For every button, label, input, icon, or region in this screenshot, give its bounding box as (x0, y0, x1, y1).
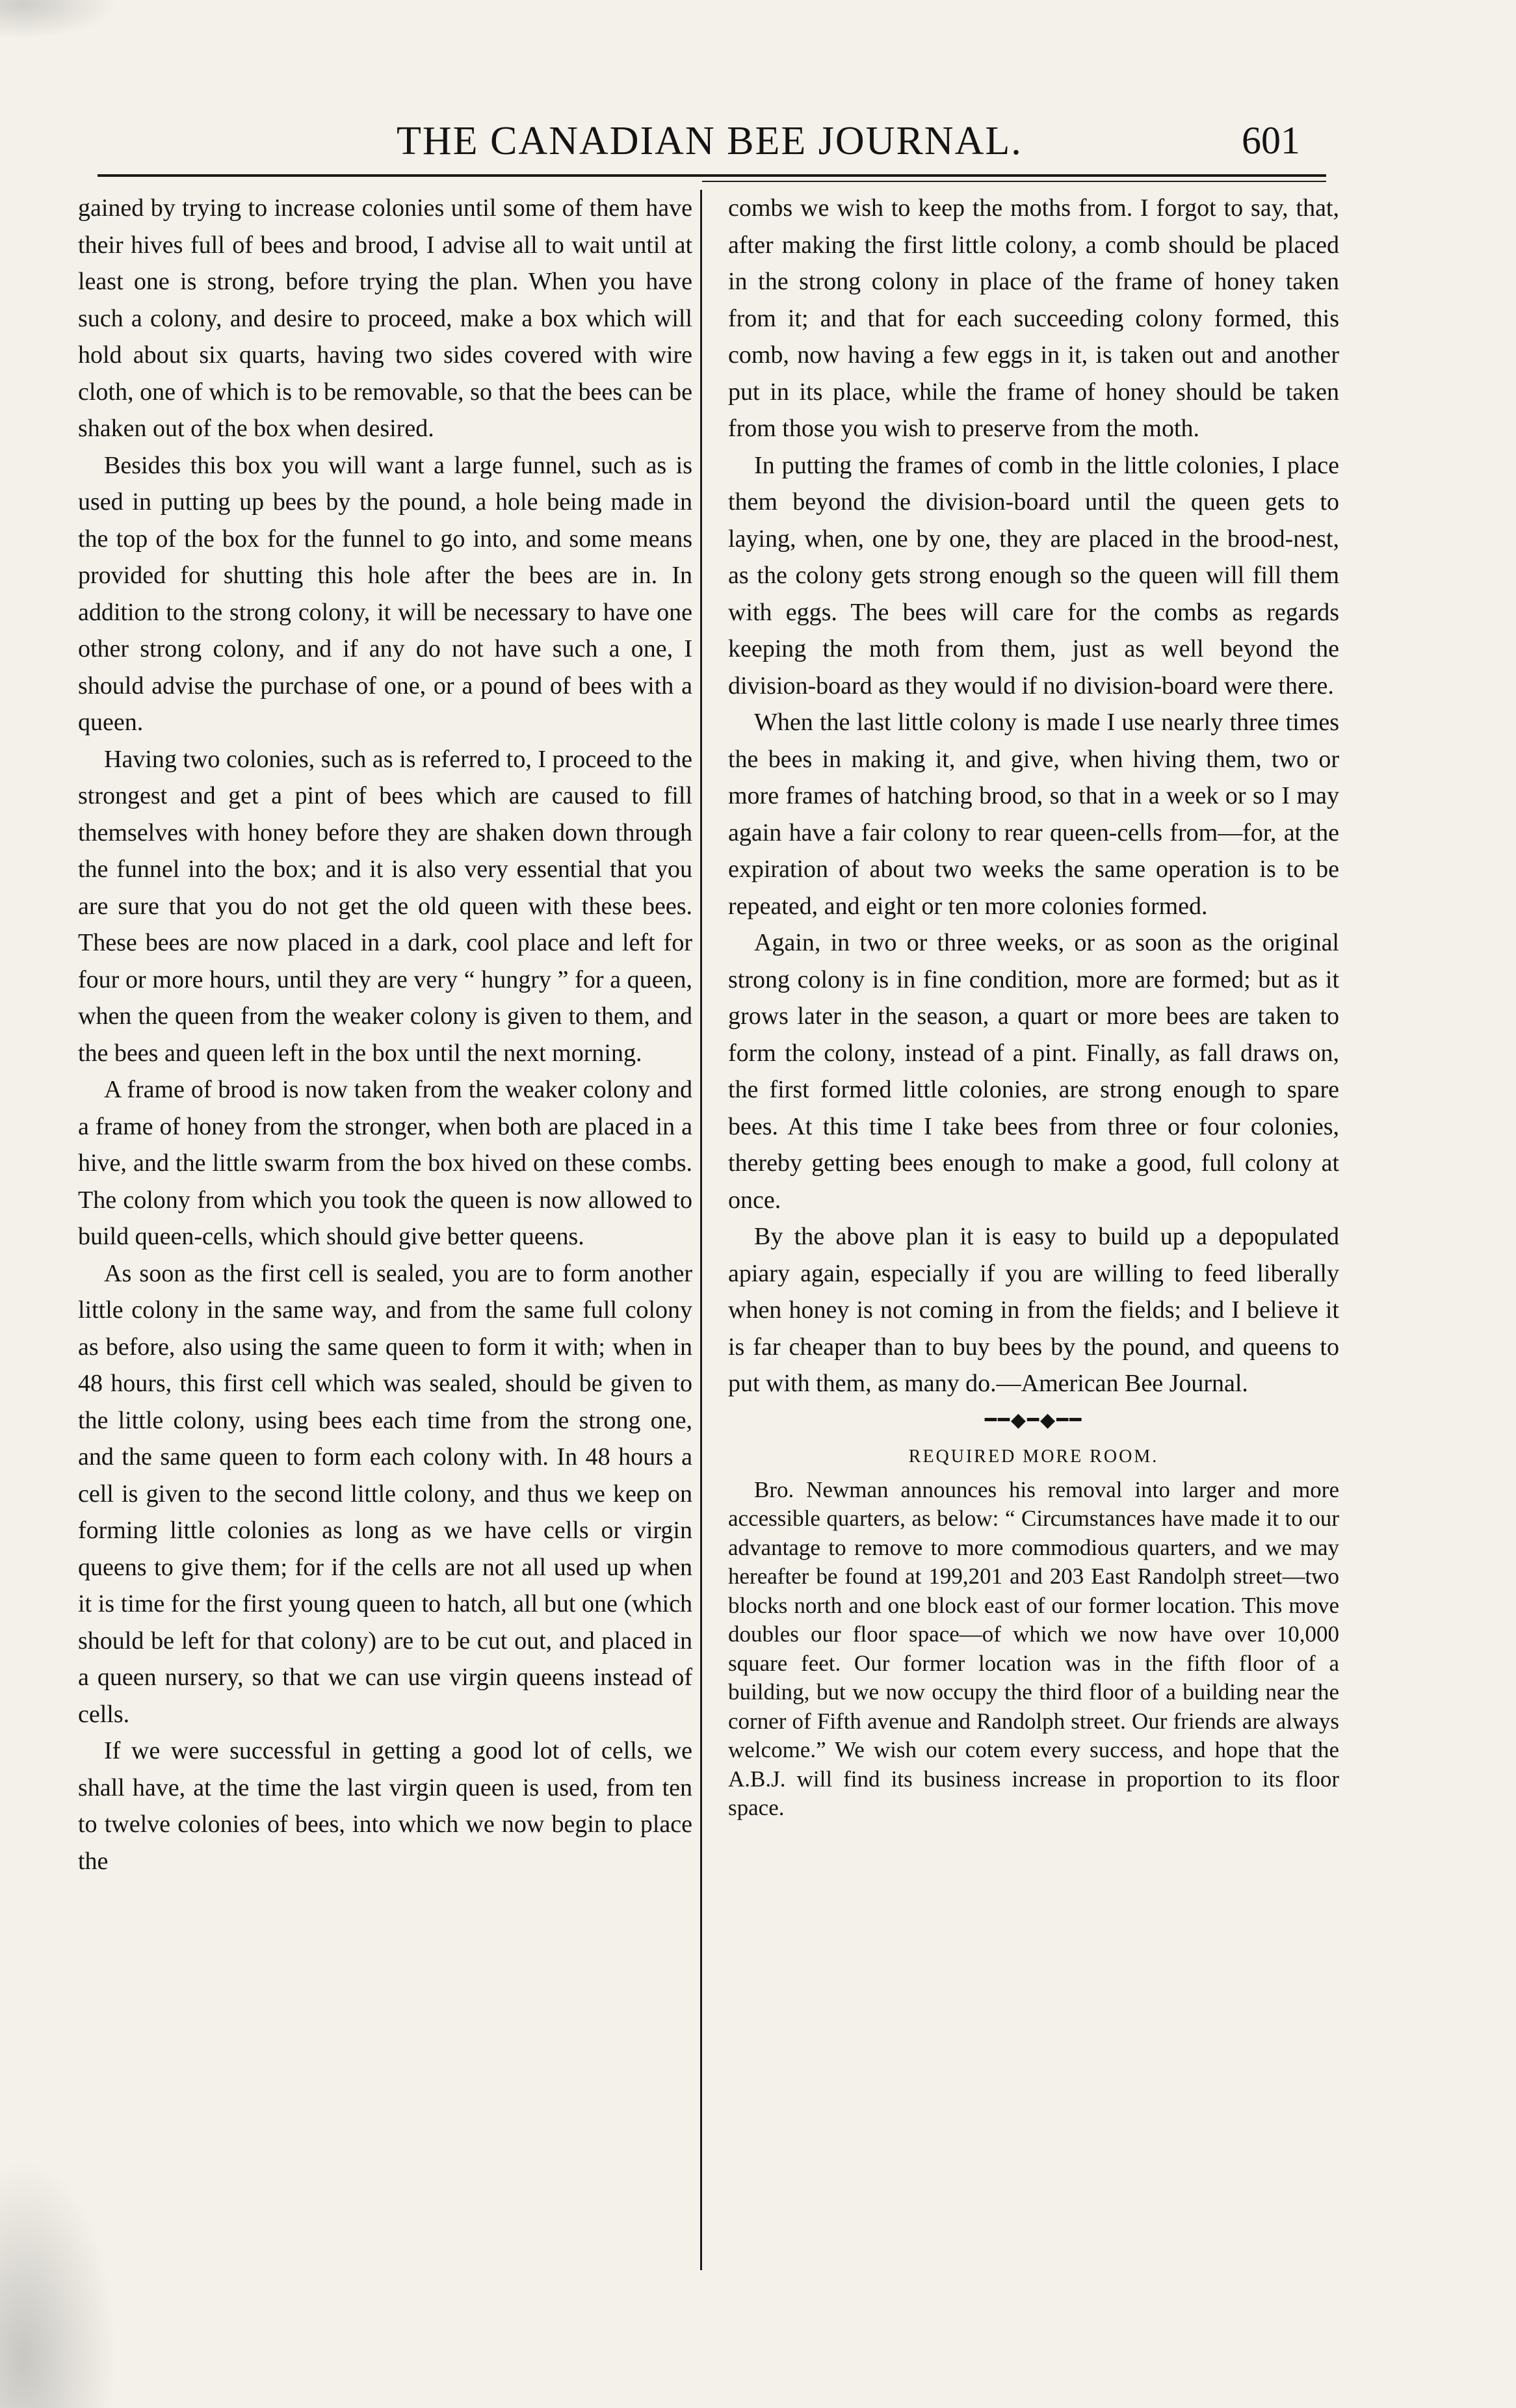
left-paragraph-3: Having two colonies, such as is referred to, I proceed to the strongest and get a pint of bees which are caused to fill themselves with honey before they are shaken down through the funnel into the box; and it is also very essential that you are sure that you do not get the old queen with these bees. These bees are now placed in a dark, cool place and left for four or more hours, until they are very “ hungry ” for a queen, when the queen from the weaker colony is given to them, and the bees and queen left in the box until the next morning. (78, 745, 692, 1067)
column-divider (700, 190, 702, 2270)
left-paragraph-5: As soon as the first cell is sealed, you are to form another little colony in the same way, and from the same full colony as before, also using the same queen to form it with; when in 48 hours, this first cell which was sealed, should be given to the little colony, using bees each time from the strong one, and the same queen to form each colony with. In 48 hours a cell is given to the second little colony, and thus we keep on forming little colonies as long as we have cells or virgin queens to give them; for if the cells are not all used up when it is time for the first young queen to hatch, all but one (which should be left for that colony) are to be cut out, and placed in a queen nursery, so that we can use virgin queens instead of cells. (78, 1259, 692, 1728)
section-ornament: ━━◆━◆━━ (984, 1409, 1083, 1431)
page-number: 601 (1242, 119, 1300, 162)
scan-smudge-bottom (0, 2158, 117, 2408)
right-paragraph-5: By the above plan it is easy to build up a depopulated apiary again, especially if you are willing to feed liberally when honey is not coming in from the fields; and I believe it is far cheaper than to buy bees by the pound, and queens to put with them, as many do.—American Bee Journal. (728, 1223, 1339, 1397)
left-column (78, 190, 692, 1879)
right-paragraph-2: In putting the frames of comb in the little colonies, I place them beyond the division-board until the queen gets to laying, when, one by one, they are placed in the brood-nest, as the colony gets strong enough so the queen will fill them with eggs. The bees will care for the combs as regards keeping the moth from them, just as well beyond the division-board as they would if no division-board were there. (728, 451, 1339, 700)
page-header (91, 114, 1326, 173)
scan-smudge-top (0, 0, 117, 39)
right-paragraph-3: When the last little colony is made I use nearly three times the bees in making it, and give, when hiving them, two or more frames of hatching brood, so that in a week or so I may again have a fair colony to rear queen-cells from—for, at the expiration of about two weeks the same operation is to be repeated, and eight or ten more colonies formed. (728, 709, 1339, 920)
header-rule (98, 174, 1326, 177)
right-paragraph-1: combs we wish to keep the moths from. I forgot to say, that, after making the first little colony, a comb should be placed in the strong colony in place of the frame of honey taken from it; and that for each succeeding colony formed, this comb, now having a few eggs in it, is taken out and another put in its place, while the frame of honey should be taken from those you wish to preserve from the moth. (728, 194, 1339, 442)
right-column (728, 190, 1339, 1823)
section-heading: REQUIRED MORE ROOM. (908, 1446, 1159, 1467)
left-paragraph-2: Besides this box you will want a large funnel, such as is used in putting up bees by the pound, a hole being made in the top of the box for the funnel to go into, and some means provided for shutting this hole after the bees are in. In addition to the strong colony, it will be necessary to have one other strong colony, and if any do not have such a one, I should advise the purchase of one, or a pound of bees with a queen. (78, 451, 692, 736)
left-paragraph-6: If we were successful in getting a good lot of cells, we shall have, at the time the last virgin queen is used, from ten to twelve colonies of bees, into which we now begin to place the (78, 1737, 692, 1875)
left-paragraph-4: A frame of brood is now taken from the weaker colony and a frame of honey from the stronger, when both are placed in a hive, and the little swarm from the box hived on these combs. The colony from which you took the queen is now allowed to build queen-cells, which should give better queens. (78, 1076, 692, 1250)
journal-title: THE CANADIAN BEE JOURNAL. (397, 119, 1023, 163)
header-rule-secondary (702, 181, 1326, 182)
left-paragraph-1: gained by trying to increase colonies until some of them have their hives full of bees and brood, I advise all to wait until at least one is strong, before trying the plan. When you have such a colony, and desire to proceed, make a box which will hold about six quarts, having two sides covered with wire cloth, one of which is to be removable, so that the bees can be shaken out of the box when desired. (78, 194, 692, 442)
right-paragraph-4: Again, in two or three weeks, or as soon as the original strong colony is in fine condition, more are formed; but as it grows later in the season, a quart or more bees are taken to form the colony, instead of a pint. Finally, as fall draws on, the first formed little colonies, are strong enough to spare bees. At this time I take bees from three or four colonies, thereby getting bees enough to make a good, full colony at once. (728, 929, 1339, 1214)
section-paragraph-1: Bro. Newman announces his removal into larger and more accessible quarters, as below: “ Circumstances have made it to our advantage to remove to more commodious quarters, and we may hereafter be found at 199,201 and 203 East Randolph street—two blocks north and one block east of our former location. This move doubles our floor space—of which we now have over 10,000 square feet. Our former location was in the fifth floor of a building, but we now occupy the third floor of a building near the corner of Fifth avenue and Randolph street. Our friends are always welcome.” We wish our cotem every success, and hope that the A.B.J. will find its business increase in proportion to its floor space. (728, 1476, 1339, 1820)
section-body (728, 1476, 1339, 1823)
